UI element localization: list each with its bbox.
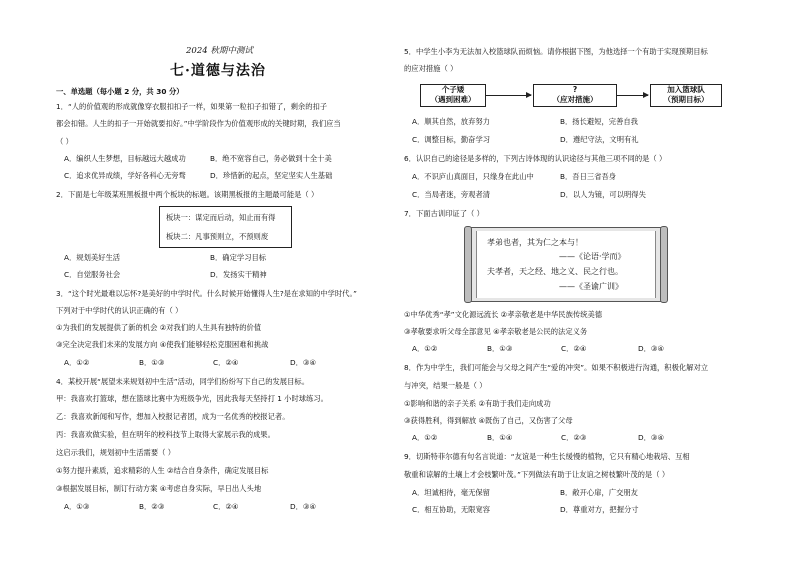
blackboard-box: [159, 206, 292, 248]
q3-stem-line1: 3．“这个时光最难以忘怀?是美好的中学时代。什么时候开始懂得人生?是在求知的中学时代。”: [56, 289, 357, 298]
flow-box-measure-sub: （应对措施）: [552, 95, 598, 104]
q4-option-c[interactable]: C．②④: [213, 502, 239, 511]
q4-question: 这启示我们，规划初中生活需要（ ）: [56, 448, 176, 457]
quote-line-2: 夫孝者，天之经、地之义、民之行也。: [487, 267, 623, 276]
flow-box-difficulty-sub: （遇到困难）: [430, 95, 476, 104]
q7-statements-12: ①中华优秀“孝”文化源远流长 ②孝亲敬老是中华民族传统美德: [404, 310, 603, 319]
q6-option-c[interactable]: C．当局者迷，旁观者清: [412, 190, 491, 199]
q1-option-a[interactable]: A．编织人生梦想，目标越远大越成功: [64, 154, 186, 163]
q3-stem-line2: 下列对于中学时代的认识正确的有（ ）: [56, 306, 183, 315]
flow-arrow-2: [617, 95, 648, 96]
q3-statements-12: ①为我们的发展提供了新的机会 ②对我们的人生具有独特的价值: [56, 323, 262, 332]
scroll-quote-box: [467, 227, 665, 302]
q6-option-a[interactable]: A．不识庐山真面目，只缘身在此山中: [412, 172, 534, 181]
q6-option-d[interactable]: D．以人为镜，可以明得失: [560, 190, 646, 199]
quote-source-1: ——《论语·学而》: [559, 252, 626, 261]
q1-option-b[interactable]: B．绝不宽容自己，务必做到十全十美: [210, 154, 332, 163]
q7-option-b[interactable]: B．①③: [487, 344, 513, 353]
q8-stem-line2: 与冲突，结果一般是（ ）: [404, 381, 487, 390]
q5-option-d[interactable]: D．遵纪守法，文明有礼: [560, 135, 639, 144]
scroll-paper: [476, 231, 656, 298]
q4-jia: 甲：我喜欢打篮球，想在篮球比赛中为班级争光，因此我每天坚持打 1 小时球练习。: [56, 394, 328, 403]
q8-option-d[interactable]: D．③④: [638, 433, 664, 442]
q3-option-a[interactable]: A．①②: [64, 358, 90, 367]
subject-title: 七·道德与法治: [170, 63, 266, 79]
q9-stem-line2: 敬重和谅解的土壤上才会枝繁叶茂。”下列做法有助于让友谊之树枝繁叶茂的是（ ）: [404, 470, 670, 479]
q3-option-c[interactable]: C．②④: [213, 358, 239, 367]
flow-box-difficulty-title: 个子矮: [441, 85, 465, 94]
q9-option-c[interactable]: C．相互协助，无限宽容: [412, 505, 491, 514]
scroll-right-roll: [660, 226, 668, 303]
q7-option-c[interactable]: C．②④: [561, 344, 587, 353]
q9-option-a[interactable]: A．坦诚相待，毫无保留: [412, 488, 490, 497]
q5-stem-line1: 5．中学生小李为无法加入校篮球队而烦恼。请你根据下图，为他选择一个有助于实现预期目标: [404, 47, 708, 56]
board-item-1: 板块一：谋定而后动，知止而有得: [166, 213, 276, 222]
q3-statements-34: ③完全决定我们未来的发展方向 ④使我们能够轻松克服困难和挑战: [56, 340, 269, 349]
flow-box-goal-sub: （预期目标）: [663, 95, 709, 104]
q7-option-d[interactable]: D．③④: [638, 344, 664, 353]
q5-option-b[interactable]: B．扬长避短，完善自我: [560, 117, 638, 126]
q4-option-b[interactable]: B．②③: [139, 502, 165, 511]
quote-source-2: ——《圣谕广训》: [559, 282, 623, 291]
q4-statements-34: ③根据发展目标，制订行动方案 ④考虑自身实际，早日出人头地: [56, 484, 262, 493]
flow-box-measure-title: ?: [572, 85, 578, 94]
q1-option-c[interactable]: C．追求优异成绩，学好各科心无旁骛: [64, 171, 186, 180]
q7-stem: 7．下面古训印证了（ ）: [404, 209, 484, 218]
q2-stem: 2．下面是七年级某班黑板报中两个板块的标题。该期黑板报的主题最可能是（ ）: [56, 190, 319, 199]
q2-option-a[interactable]: A．规划美好生活: [64, 253, 121, 262]
q6-stem: 6．认识自己的途径是多样的，下列古诗体现的认识途径与其他三项不同的是（ ）: [404, 154, 667, 163]
flow-box-measure: [533, 84, 617, 107]
q3-option-b[interactable]: B．①③: [139, 358, 165, 367]
q5-option-a[interactable]: A．顺其自然，放弃努力: [412, 117, 490, 126]
board-item-2: 板块二：凡事预则立，不预则废: [166, 232, 269, 241]
q2-option-c[interactable]: C．自觉服务社会: [64, 270, 121, 279]
q1-stem-line1: 1．“人的价值观的形成就像穿衣服扣扣子一样，如果第一粒扣子扣错了，剩余的扣子: [56, 102, 328, 111]
flow-arrow-1: [486, 95, 531, 96]
q8-option-c[interactable]: C．②③: [561, 433, 587, 442]
q9-option-d[interactable]: D．尊重对方，把握分寸: [560, 505, 639, 514]
q4-stem: 4．某校开展“展望未来规划初中生活”活动，同学们纷纷写下自己的发展目标。: [56, 377, 309, 386]
flow-box-goal-title: 加入篮球队: [667, 85, 705, 94]
flow-box-goal: [650, 84, 722, 107]
q7-option-a[interactable]: A．①②: [412, 344, 438, 353]
q1-stem-line3: （ ）: [56, 137, 73, 146]
scroll-left-roll: [464, 226, 472, 303]
q8-statements-12: ①影响和谐的亲子关系 ②有助于我们走向成功: [404, 399, 551, 408]
q3-option-d[interactable]: D．③④: [290, 358, 316, 367]
q1-stem-line2: 都会扣错。人生的扣子一开始就要扣好。”中学阶段作为价值观形成的关键时期，我们应当: [56, 119, 341, 128]
q5-stem-line2: 的应对措施（ ）: [404, 64, 458, 73]
q2-option-d[interactable]: D．发扬实干精神: [210, 270, 267, 279]
q8-option-a[interactable]: A．①②: [412, 433, 438, 442]
section-heading: 一、单选题（每小题 2 分，共 30 分）: [56, 87, 184, 96]
q4-yi: 乙：我喜欢新闻和写作，想加入校报记者团，成为一名优秀的校报记者。: [56, 412, 290, 421]
exam-title: 2024 秋期中测试: [186, 46, 253, 56]
flow-box-difficulty: [420, 84, 486, 107]
q7-statements-34: ③孝敬要求听父母全部意见 ④孝亲敬老是公民的法定义务: [404, 327, 588, 336]
q8-stem-line1: 8．作为中学生，我们可能会与父母之间产生“爱的冲突”。如果不积极进行沟通，积极化解对立: [404, 363, 709, 372]
q4-statements-12: ①努力提升素质，追求精彩的人生 ②结合自身条件，确定发展目标: [56, 466, 269, 475]
q2-option-b[interactable]: B．确定学习目标: [210, 253, 267, 262]
q8-option-b[interactable]: B．①④: [487, 433, 513, 442]
q5-option-c[interactable]: C．调整目标，勤奋学习: [412, 135, 491, 144]
q8-statements-34: ③获得胜利，得到解放 ④既伤了自己，又伤害了父母: [404, 416, 573, 425]
q6-option-b[interactable]: B．吾日三省吾身: [560, 172, 617, 181]
q9-option-b[interactable]: B．敞开心扉，广交朋友: [560, 488, 638, 497]
q4-option-d[interactable]: D．③④: [290, 502, 316, 511]
q4-bing: 丙：我喜欢做实验，但在明年的校科技节上取得大家展示我的成果。: [56, 430, 275, 439]
q9-stem-line1: 9．切斯特菲尔德有句名言说道：“友谊是一种生长缓慢的植物，它只有精心地栽培、互相: [404, 452, 690, 461]
q4-option-a[interactable]: A．①③: [64, 502, 90, 511]
q1-option-d[interactable]: D．珍惜新的起点，坚定坚实人生基础: [210, 171, 333, 180]
quote-line-1: 孝弟也者，其为仁之本与！: [487, 238, 583, 247]
